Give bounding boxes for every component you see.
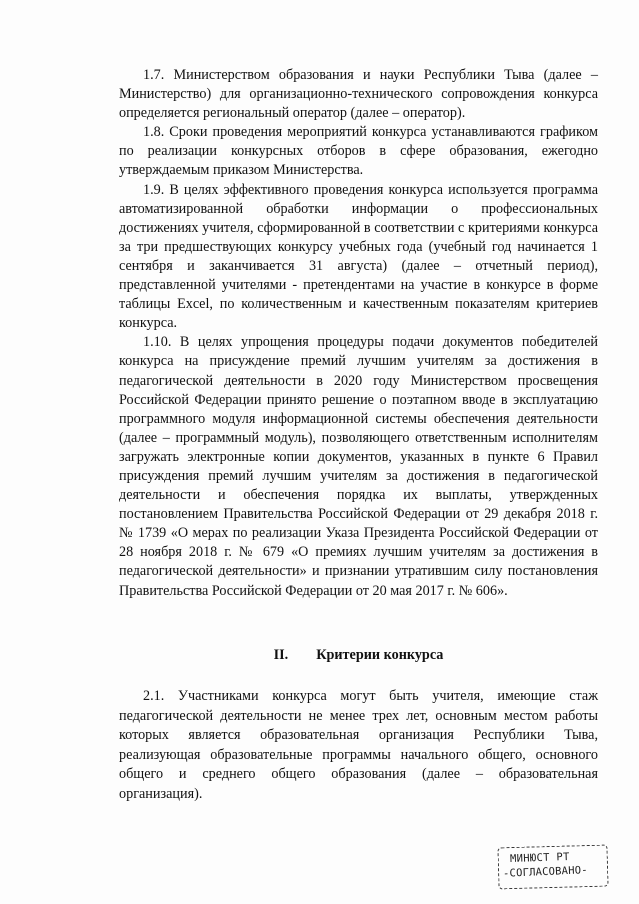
section-title: Критерии конкурса [316,647,444,663]
paragraph-2-1: 2.1. Участниками конкурса могут быть учителя, имеющие стаж педагогической деятельности не менее трех лет, основным местом работы которых является образовательная организация Республики Тыва, реализующая образовательные программы начального общего, основного общего и среднего общего образования (далее – образовательная организация). [119,688,598,802]
stamp-line-approved: -СОГЛАСОВАНО- [502,864,589,880]
paragraph-1-7: 1.7. Министерством образования и науки Республики Тыва (далее – Министерство) для организационно-технического сопровождения конкурса определяется региональный оператор (далее – оператор). [119,67,598,122]
body-text-section [119,687,598,805]
section-heading [119,646,598,665]
paragraph-1-8: 1.8. Сроки проведения мероприятий конкурса устанавливаются графиком по реализации конкурсных отборов в сфере образования, ежегодно утверждаемым приказом Министерства. [119,124,598,179]
section-number: II. [273,647,289,663]
approval-stamp [498,846,608,888]
paragraph-1-10: 1.10. В целях упрощения процедуры подачи документов победителей конкурса на присуждение премий лучшим учителям за достижения в педагогической деятельности в 2020 году Министерством просвещения Российской Федерации принято решение о поэтапном вводе в эксплуатацию программного модуля информационной системы обеспечения деятельности (далее – программный модуль), позволяющего ответственным исполнителям загружать электронные копии документов, указанных в пункте 6 Правил присуждения премий лучшим учителям за достижения в педагогической деятельности и обеспечения порядка их выплаты, утвержденных постановлением Правительства Российской Федерации от 29 декабря 2018 г. № 1739 «О мерах по реализации Указа Президента Российской Федерации от 28 ноября 2018 г. № 679 «О премиях лучшим учителям за достижения в педагогической деятельности» и признании утратившим силу постановления Правительства Российской Федерации от 20 мая 2017 г. № 606». [119,334,598,599]
body-text-top [119,66,598,601]
stamp-line-ministry: МИНЮСТ РТ [509,850,570,866]
paragraph-1-9: 1.9. В целях эффективного проведения конкурса используется программа автоматизированной обработки информации о профессиональных достижениях учителя, сформированной в соответствии с критериями конкурса за три предшествующих конкурсу учебных года (учебный год начинается 1 сентября и заканчивается 31 августа) (далее – отчетный период), представленной учителями - претендентами на участие в конкурсе в форме таблицы Excel, по количественным и качественным показателям критериев конкурса. [119,181,598,332]
